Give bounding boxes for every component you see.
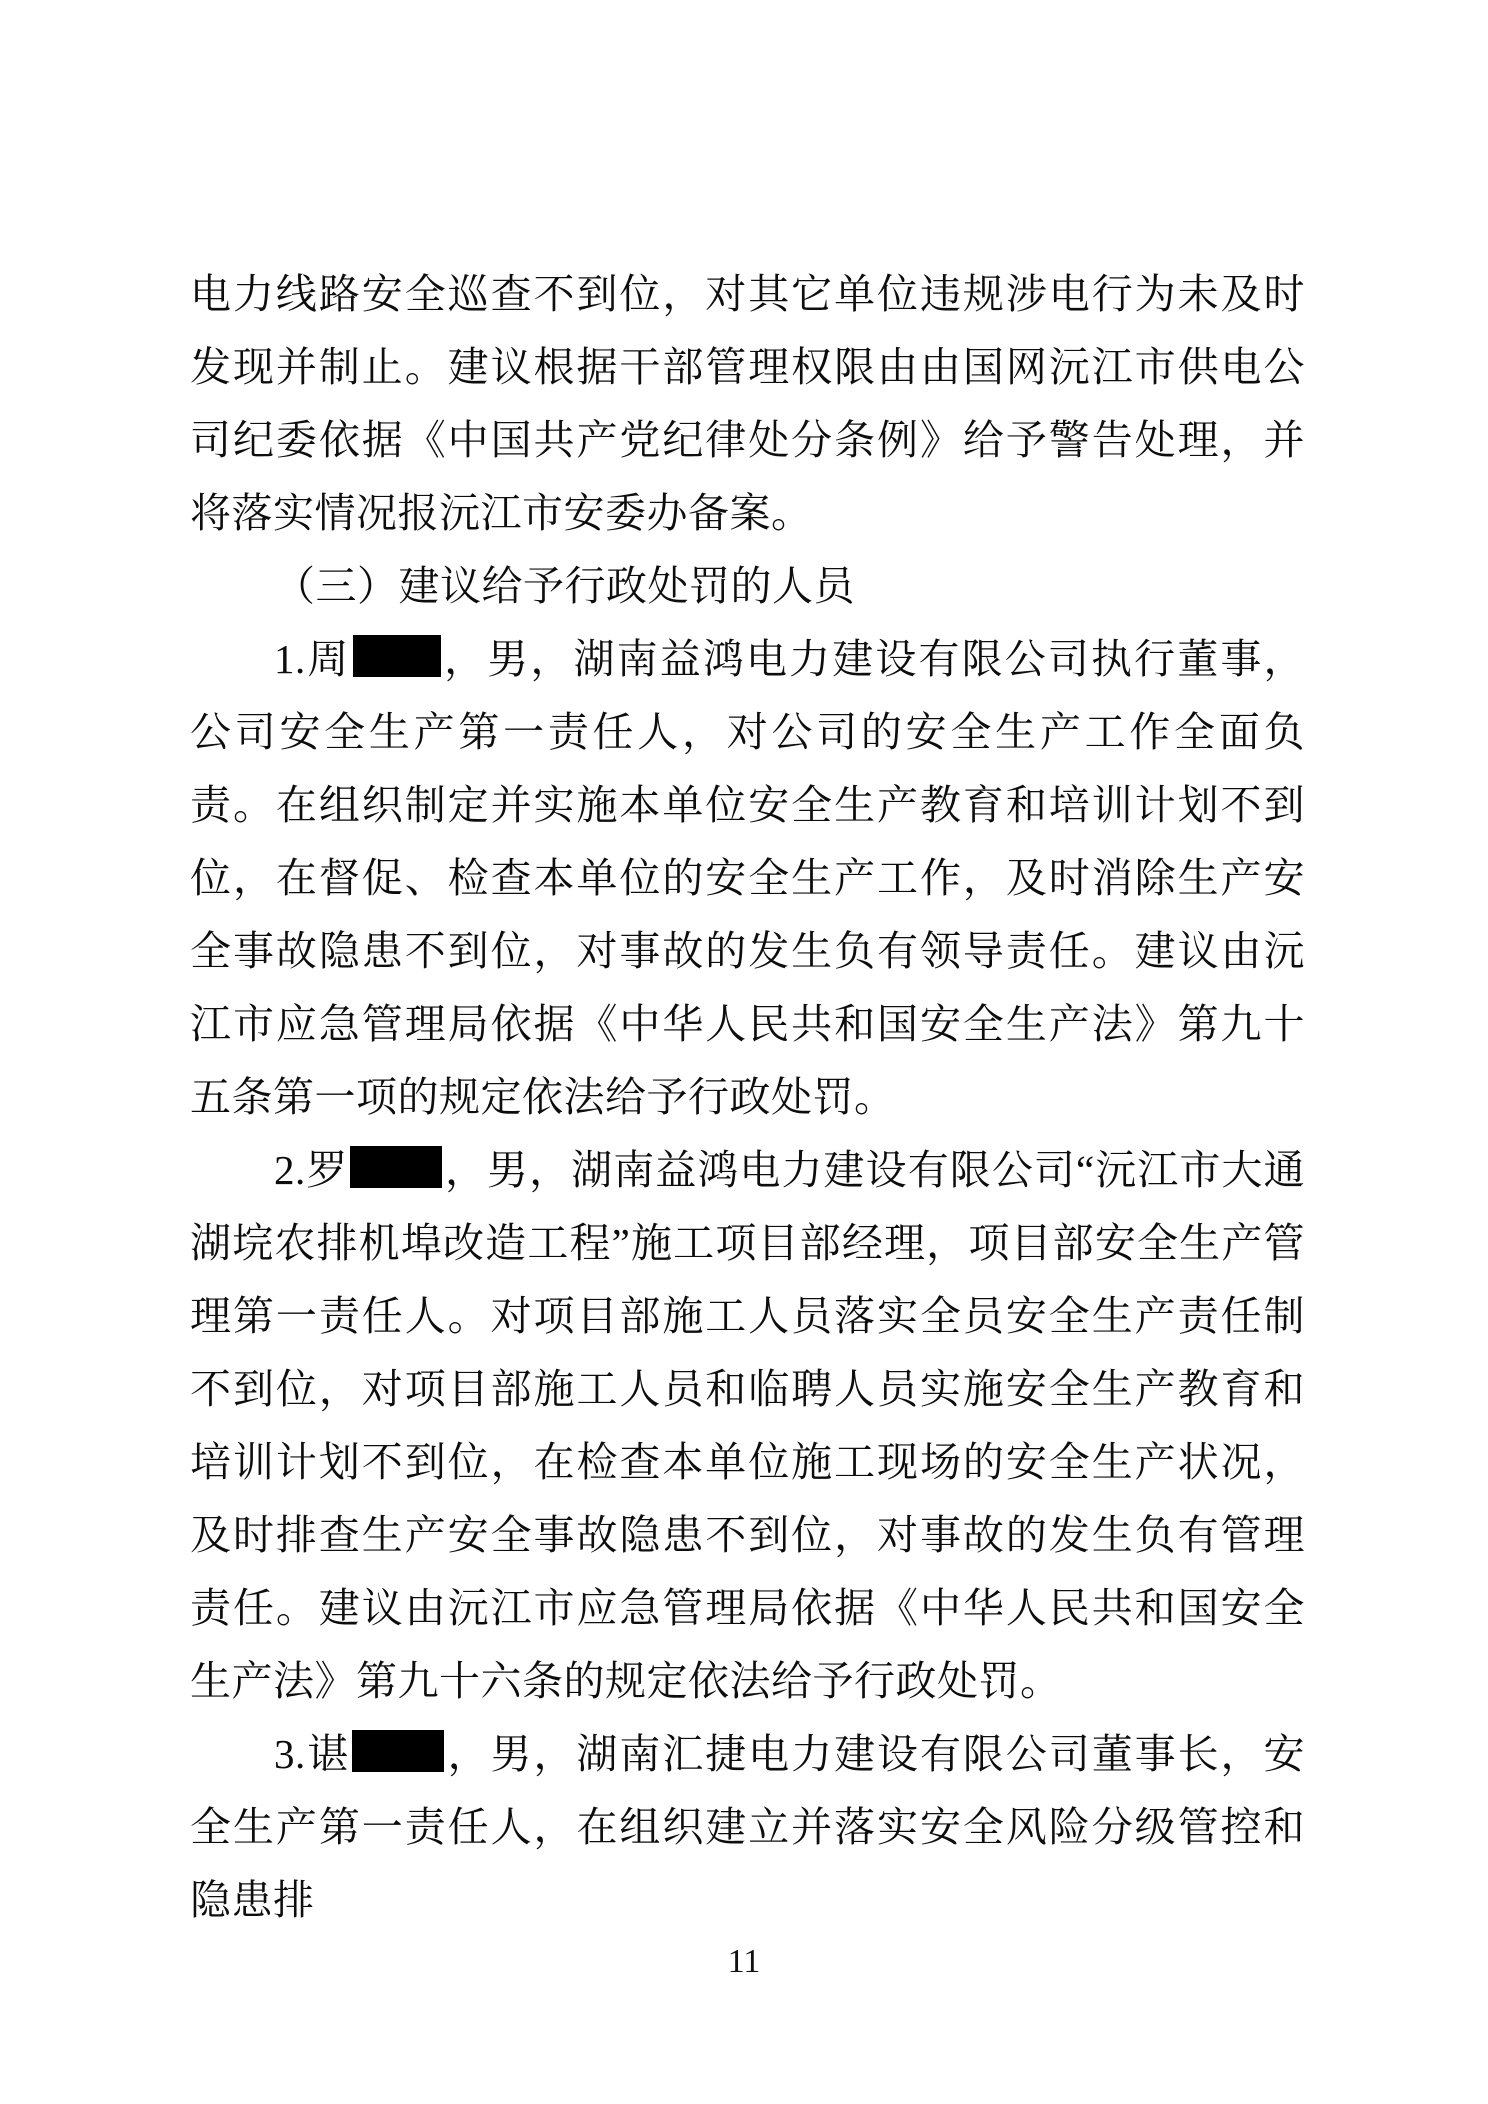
item-text: ，男，湖南汇捷电力建设有限公司董事长，安全生产第一责任人，在组织建立并落实安全风险分级管控和隐患排 bbox=[190, 1731, 1306, 1923]
list-item-1-zhou bbox=[190, 623, 1305, 1134]
item-number-and-surname: 1.周 bbox=[274, 636, 351, 682]
paragraph-continuation bbox=[190, 258, 1305, 550]
redaction-bar-icon bbox=[353, 635, 441, 677]
paragraph-text: 电力线路安全巡查不到位，对其它单位违规涉电行为未及时发现并制止。建议根据干部管理权限由由国网沅江市供电公司纪委依据《中国共产党纪律处分条例》给予警告处理，并将落实情况报沅江市安委办备案。 bbox=[190, 271, 1305, 536]
redaction-bar-icon bbox=[352, 1730, 444, 1772]
document-body bbox=[190, 258, 1305, 1937]
item-number-and-surname: 2.罗 bbox=[274, 1147, 349, 1193]
redaction-bar-icon bbox=[350, 1146, 442, 1188]
list-item-2-luo bbox=[190, 1134, 1305, 1718]
item-number-and-surname: 3.谌 bbox=[274, 1731, 351, 1777]
item-text: ，男，湖南益鸿电力建设有限公司“沅江市大通湖垸农排机埠改造工程”施工项目部经理，项目部安全生产管理第一责任人。对项目部施工人员落实全员安全生产责任制不到位，对项目部施工人员和临聘人员实施安全生产教育和培训计划不到位，在检查本单位施工现场的安全生产状况，及时排查生产安全事故隐患不到位，对事故的发生负有管理责任。建议由沅江市应急管理局依据《中华人民共和国安全生产法》第九十六条的规定依法给予行政处罚。 bbox=[190, 1147, 1305, 1704]
heading-text: （三）建议给予行政处罚的人员 bbox=[274, 563, 855, 609]
item-text: ，男，湖南益鸿电力建设有限公司执行董事，公司安全生产第一责任人，对公司的安全生产工作全面负责。在组织制定并实施本单位安全生产教育和培训计划不到位，在督促、检查本单位的安全生产工作，及时消除生产安全事故隐患不到位，对事故的发生负有领导责任。建议由沅江市应急管理局依据《中华人民共和国安全生产法》第九十五条第一项的规定依法给予行政处罚。 bbox=[190, 636, 1305, 1120]
heading-section-three bbox=[190, 550, 1305, 623]
list-item-3-chen bbox=[190, 1718, 1305, 1937]
page-number: 11 bbox=[727, 1943, 761, 1980]
